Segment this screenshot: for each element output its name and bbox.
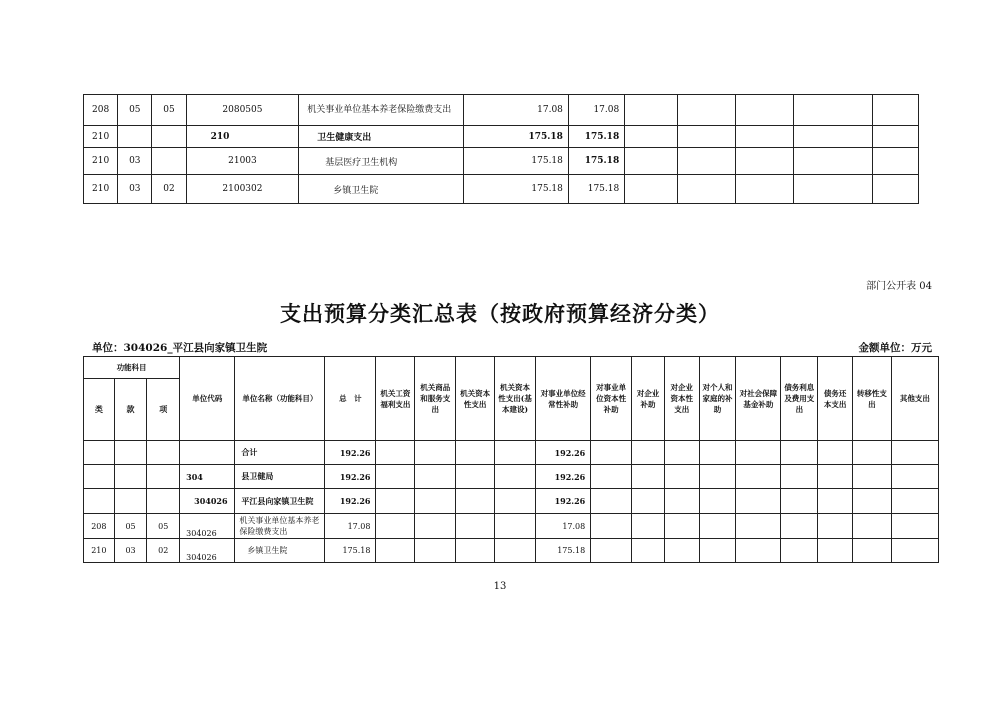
cell-name: 合计 xyxy=(235,441,325,465)
cell-xiang: 05 xyxy=(152,95,186,126)
cell-empty xyxy=(591,489,632,514)
cell-xiang xyxy=(147,465,180,489)
cell-empty xyxy=(677,126,735,148)
header-col: 对企业补助 xyxy=(632,357,665,441)
cell-empty xyxy=(632,441,665,465)
cell-lei: 210 xyxy=(84,539,115,563)
cell-xiang xyxy=(147,489,180,514)
cell-empty xyxy=(699,539,736,563)
cell-value: 175.18 xyxy=(464,148,569,175)
cell-kuan: 03 xyxy=(114,539,147,563)
cell-kuan xyxy=(114,489,147,514)
cell-empty xyxy=(736,539,781,563)
cell-total: 192.26 xyxy=(325,465,376,489)
cell-name: 乡镇卫生院 xyxy=(299,175,464,204)
cell-empty xyxy=(699,514,736,539)
cell-empty xyxy=(632,539,665,563)
cell-kuan xyxy=(114,441,147,465)
cell-kuan xyxy=(114,465,147,489)
cell-empty xyxy=(664,465,699,489)
expenditure-summary-table xyxy=(83,356,939,563)
cell-empty xyxy=(735,126,793,148)
cell-empty xyxy=(781,514,818,539)
cell-value: 175.18 xyxy=(568,148,624,175)
cell-code: 2100302 xyxy=(186,175,299,204)
cell-kuan: 05 xyxy=(114,514,147,539)
cell-name: 乡镇卫生院 xyxy=(235,539,325,563)
header-col: 转移性支出 xyxy=(852,357,891,441)
cell-empty xyxy=(736,514,781,539)
cell-empty xyxy=(677,148,735,175)
table-row xyxy=(84,465,939,489)
cell-empty xyxy=(591,514,632,539)
cell-value: 175.18 xyxy=(536,539,591,563)
cell-value: 17.08 xyxy=(568,95,624,126)
cell-empty xyxy=(794,95,872,126)
cell-empty xyxy=(794,148,872,175)
cell-value: 17.08 xyxy=(536,514,591,539)
cell-total: 17.08 xyxy=(325,514,376,539)
cell-empty xyxy=(736,489,781,514)
table-row xyxy=(84,489,939,514)
cell-name: 机关事业单位基本养老保险缴费支出 xyxy=(299,95,464,126)
cell-empty xyxy=(891,441,938,465)
cell-empty xyxy=(781,539,818,563)
cell-empty xyxy=(625,148,677,175)
cell-code: 304 xyxy=(180,465,235,489)
cell-empty xyxy=(415,489,456,514)
cell-xiang: 02 xyxy=(147,539,180,563)
cell-empty xyxy=(818,514,853,539)
header-col: 对个人和家庭的补助 xyxy=(699,357,736,441)
cell-lei: 210 xyxy=(84,126,118,148)
header-col: 其他支出 xyxy=(891,357,938,441)
cell-empty xyxy=(376,489,415,514)
table-row xyxy=(84,539,939,563)
cell-name: 基层医疗卫生机构 xyxy=(299,148,464,175)
cell-name: 平江县向家镇卫生院 xyxy=(235,489,325,514)
cell-empty xyxy=(872,175,918,204)
cell-code xyxy=(180,441,235,465)
cell-name: 卫生健康支出 xyxy=(299,126,464,148)
cell-code: 304026 xyxy=(180,539,235,563)
cell-empty xyxy=(677,175,735,204)
cell-value: 175.18 xyxy=(464,126,569,148)
cell-empty xyxy=(891,465,938,489)
cell-empty xyxy=(699,465,736,489)
cell-code: 2080505 xyxy=(186,95,299,126)
header-col: 机关工资福利支出 xyxy=(376,357,415,441)
cell-kuan: 05 xyxy=(118,95,152,126)
cell-lei: 210 xyxy=(84,148,118,175)
header-kuan: 款 xyxy=(114,379,147,441)
header-col: 机关商品和服务支出 xyxy=(415,357,456,441)
header-col: 对企业资本性支出 xyxy=(664,357,699,441)
cell-empty xyxy=(376,441,415,465)
cell-empty xyxy=(852,465,891,489)
header-xiang: 项 xyxy=(147,379,180,441)
header-col: 机关资本性支出(基本建设) xyxy=(495,357,536,441)
header-total: 总 计 xyxy=(325,357,376,441)
cell-empty xyxy=(891,539,938,563)
cell-empty xyxy=(625,126,677,148)
cell-empty xyxy=(677,95,735,126)
cell-kuan xyxy=(118,126,152,148)
cell-empty xyxy=(664,441,699,465)
cell-empty xyxy=(664,539,699,563)
cell-empty xyxy=(891,489,938,514)
cell-total: 175.18 xyxy=(325,539,376,563)
cell-empty xyxy=(735,148,793,175)
cell-empty xyxy=(891,514,938,539)
table-row xyxy=(84,126,919,148)
cell-empty xyxy=(818,539,853,563)
cell-empty xyxy=(495,465,536,489)
cell-value: 192.26 xyxy=(536,465,591,489)
page-title: 支出预算分类汇总表（按政府预算经济分类） xyxy=(280,301,720,326)
cell-empty xyxy=(699,489,736,514)
cell-empty xyxy=(736,441,781,465)
cell-name: 县卫健局 xyxy=(235,465,325,489)
cell-lei: 208 xyxy=(84,95,118,126)
table-row xyxy=(84,514,939,539)
cell-value: 175.18 xyxy=(464,175,569,204)
cell-empty xyxy=(735,95,793,126)
table-row xyxy=(84,441,939,465)
cell-xiang xyxy=(152,148,186,175)
cell-value: 192.26 xyxy=(536,489,591,514)
cell-lei xyxy=(84,441,115,465)
cell-empty xyxy=(794,175,872,204)
cell-empty xyxy=(632,465,665,489)
cell-empty xyxy=(625,175,677,204)
cell-empty xyxy=(415,441,456,465)
cell-code: 21003 xyxy=(186,148,299,175)
table-row xyxy=(84,148,919,175)
cell-empty xyxy=(781,489,818,514)
cell-lei xyxy=(84,465,115,489)
cell-empty xyxy=(852,539,891,563)
cell-xiang xyxy=(152,126,186,148)
cell-empty xyxy=(794,126,872,148)
cell-empty xyxy=(376,514,415,539)
cell-value: 175.18 xyxy=(568,175,624,204)
cell-empty xyxy=(495,539,536,563)
cell-empty xyxy=(376,539,415,563)
table-row xyxy=(84,95,919,126)
cell-empty xyxy=(591,539,632,563)
cell-empty xyxy=(456,441,495,465)
cell-value: 192.26 xyxy=(536,441,591,465)
cell-empty xyxy=(456,465,495,489)
table-number-label: 部门公开表 04 xyxy=(866,281,932,292)
cell-empty xyxy=(495,514,536,539)
cell-empty xyxy=(818,465,853,489)
cell-empty xyxy=(736,465,781,489)
cell-empty xyxy=(456,539,495,563)
cell-xiang: 05 xyxy=(147,514,180,539)
header-col: 债务还本支出 xyxy=(818,357,853,441)
cell-lei: 208 xyxy=(84,514,115,539)
cell-empty xyxy=(735,175,793,204)
cell-empty xyxy=(872,95,918,126)
cell-empty xyxy=(781,465,818,489)
header-col: 机关资本性支出 xyxy=(456,357,495,441)
header-unit-code: 单位代码 xyxy=(180,357,235,441)
cell-empty xyxy=(376,465,415,489)
header-row xyxy=(84,357,939,379)
cell-empty xyxy=(664,514,699,539)
cell-empty xyxy=(852,489,891,514)
header-func-subject: 功能科目 xyxy=(84,357,180,379)
cell-kuan: 03 xyxy=(118,175,152,204)
cell-empty xyxy=(818,441,853,465)
cell-empty xyxy=(872,126,918,148)
cell-code: 304026 xyxy=(180,514,235,539)
cell-lei xyxy=(84,489,115,514)
page-number: 13 xyxy=(493,581,507,592)
header-unit-name: 单位名称（功能科目） xyxy=(235,357,325,441)
amount-unit-label: 金额单位：万元 xyxy=(858,342,932,354)
header-col: 对事业单位资本性补助 xyxy=(591,357,632,441)
top-continuation-table xyxy=(83,94,919,204)
cell-empty xyxy=(818,489,853,514)
cell-total: 192.26 xyxy=(325,441,376,465)
cell-xiang xyxy=(147,441,180,465)
cell-empty xyxy=(456,489,495,514)
cell-empty xyxy=(495,441,536,465)
header-col: 对社会保障基金补助 xyxy=(736,357,781,441)
cell-empty xyxy=(415,465,456,489)
cell-empty xyxy=(456,514,495,539)
cell-empty xyxy=(415,539,456,563)
cell-empty xyxy=(632,514,665,539)
cell-kuan: 03 xyxy=(118,148,152,175)
cell-empty xyxy=(625,95,677,126)
cell-total: 192.26 xyxy=(325,489,376,514)
cell-empty xyxy=(872,148,918,175)
cell-empty xyxy=(664,489,699,514)
cell-empty xyxy=(591,465,632,489)
cell-lei: 210 xyxy=(84,175,118,204)
cell-empty xyxy=(852,514,891,539)
cell-empty xyxy=(699,441,736,465)
cell-empty xyxy=(495,489,536,514)
header-col: 对事业单位经常性补助 xyxy=(536,357,591,441)
cell-code: 210 xyxy=(186,126,299,148)
cell-code: 304026 xyxy=(180,489,235,514)
cell-empty xyxy=(591,441,632,465)
unit-label: 单位：304026_平江县向家镇卫生院 xyxy=(92,342,268,354)
cell-empty xyxy=(632,489,665,514)
header-lei: 类 xyxy=(84,379,115,441)
table-row xyxy=(84,175,919,204)
cell-name: 机关事业单位基本养老保险缴费支出 xyxy=(235,514,325,539)
cell-empty xyxy=(781,441,818,465)
cell-empty xyxy=(415,514,456,539)
cell-empty xyxy=(852,441,891,465)
cell-xiang: 02 xyxy=(152,175,186,204)
header-col: 债务利息及费用支出 xyxy=(781,357,818,441)
cell-value: 17.08 xyxy=(464,95,569,126)
cell-value: 175.18 xyxy=(568,126,624,148)
